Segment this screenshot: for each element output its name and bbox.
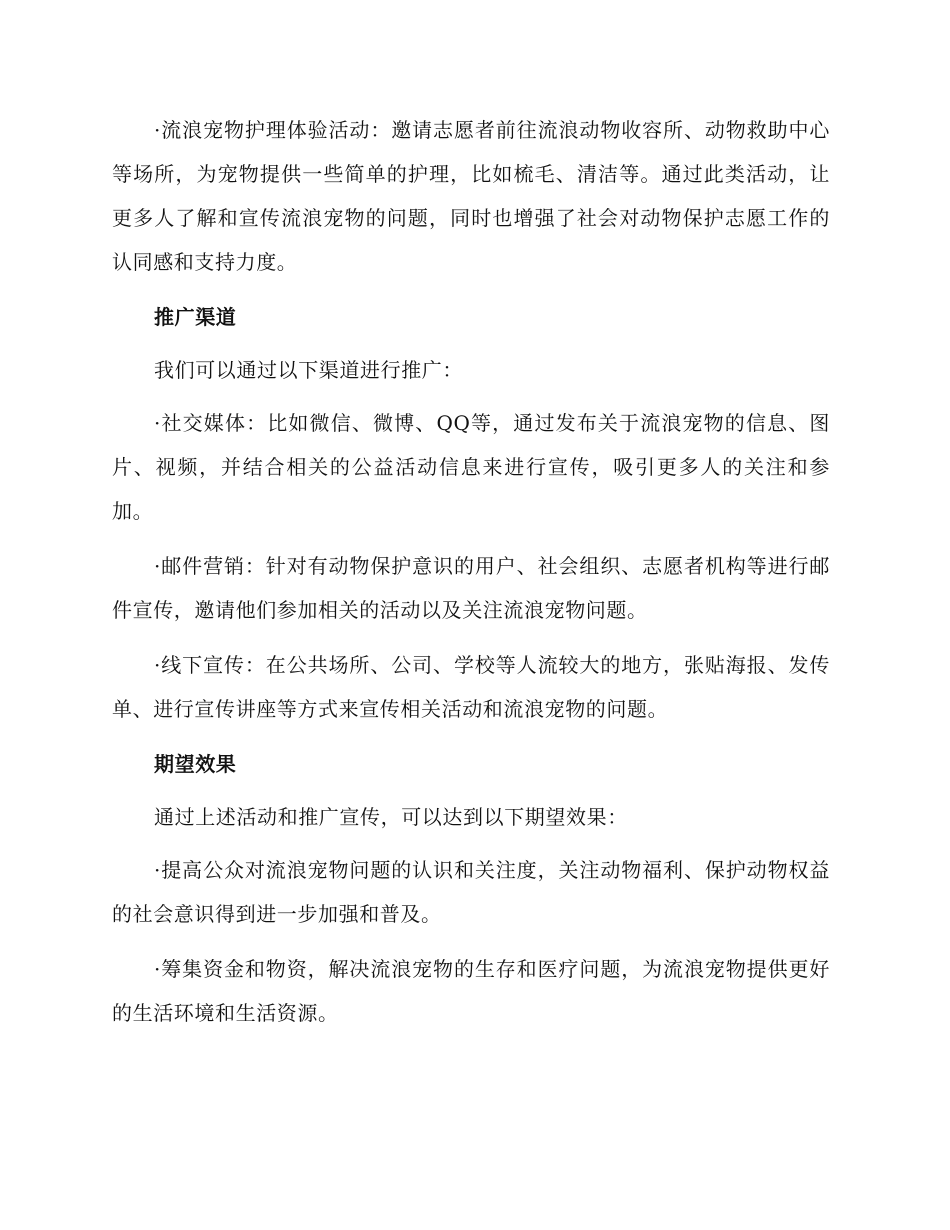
- section-intro-promotion: 我们可以通过以下渠道进行推广：: [154, 358, 463, 382]
- bullet-paragraph-pet-care-activity: ·流浪宠物护理体验活动：邀请志愿者前往流浪动物收容所、动物救助中心等场所，为宠物提供一些简单的护理，比如梳毛、清洁等。通过此类活动，让更多人了解和宣传流浪宠物的问题，同时也增强了社会对动物保护志愿工作的认同感和支持力度。: [112, 118, 830, 274]
- section-heading-promotion-channels: 推广渠道: [154, 305, 237, 329]
- bullet-paragraph-public-awareness: ·提高公众对流浪宠物问题的认识和关注度，关注动物福利、保护动物权益的社会意识得到进一步加强和普及。: [112, 858, 830, 926]
- bullet-paragraph-email-marketing: ·邮件营销：针对有动物保护意识的用户、社会组织、志愿者机构等进行邮件宣传，邀请他们参加相关的活动以及关注流浪宠物问题。: [112, 554, 830, 622]
- section-heading-expected-effects: 期望效果: [154, 752, 237, 776]
- bullet-paragraph-offline-promotion: ·线下宣传：在公共场所、公司、学校等人流较大的地方，张贴海报、发传单、进行宣传讲座等方式来宣传相关活动和流浪宠物的问题。: [112, 653, 830, 721]
- section-intro-expected-effects: 通过上述活动和推广宣传，可以达到以下期望效果：: [154, 805, 628, 829]
- bullet-paragraph-fundraising: ·筹集资金和物资，解决流浪宠物的生存和医疗问题，为流浪宠物提供更好的生活环境和生活资源。: [112, 957, 830, 1025]
- bullet-paragraph-social-media: ·社交媒体：比如微信、微博、QQ等，通过发布关于流浪宠物的信息、图片、视频，并结合相关的公益活动信息来进行宣传，吸引更多人的关注和参加。: [112, 411, 830, 523]
- document-body: [112, 108, 830, 1046]
